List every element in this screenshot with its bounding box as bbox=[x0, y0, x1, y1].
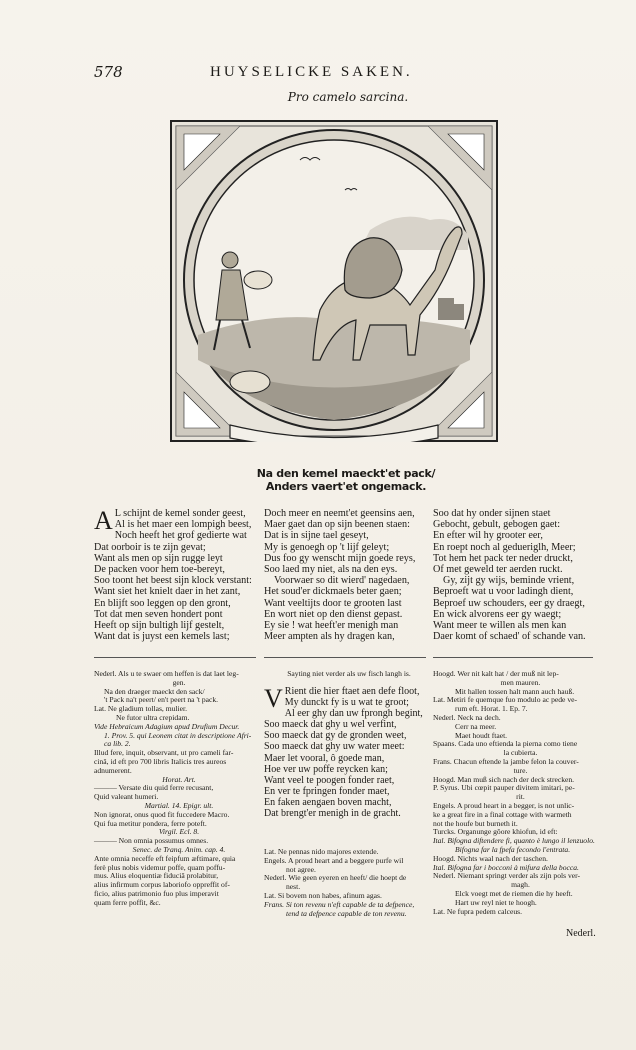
column-rule bbox=[94, 657, 256, 658]
note-line: quam ferre poffit, &c. bbox=[94, 897, 161, 907]
verse-line: Dat is in sijne tael geseyt, bbox=[264, 530, 369, 542]
drop-capital: V bbox=[264, 684, 283, 713]
note-line: rum eft. Horat. 1. Ep. 7. bbox=[455, 704, 528, 714]
note-line: ficio, alius patrimonio fuo plus imperavit bbox=[94, 888, 219, 898]
note-line: Bifogna far la fpefa fecondo l'entrata. bbox=[455, 844, 571, 854]
emblem-engraving bbox=[170, 120, 498, 442]
notes-column-2-heading bbox=[264, 670, 434, 679]
verse-line: Beproef uw schouders, eer gy draegt, bbox=[433, 597, 585, 609]
verse-line: En wort niet op den dienst gepast. bbox=[264, 608, 403, 620]
note-line: Ante omnia neceffe eft feipfum æftimare, quia bbox=[94, 853, 236, 863]
verse-line: Gebocht, gebult, gebogen gaet: bbox=[433, 519, 561, 531]
drop-capital: A bbox=[94, 506, 113, 535]
verse-line: Want dat is juyst een kemels last; bbox=[94, 631, 230, 643]
note-line: ——— Non omnia possumus omnes. bbox=[94, 836, 209, 846]
note-line: adnumerent. bbox=[94, 765, 132, 775]
note-line: Illud fere, inquit, observant, ut pro cameli far- bbox=[94, 748, 234, 758]
verse-line: De packen voor hem toe-bereyt, bbox=[94, 564, 225, 576]
note-line: rit. bbox=[516, 792, 525, 802]
verse-line: Hoe ver uw poffe reycken kan; bbox=[264, 763, 388, 775]
verse-line: Dat brengt'er menigh in de gracht. bbox=[264, 808, 401, 820]
note-line: not the houfe but burneth it. bbox=[433, 818, 518, 828]
note-line: Frans. Chacun eftende la jambe felon la couver- bbox=[433, 756, 579, 766]
verse-line: Doch meer en neemt'et geensins aen, bbox=[264, 508, 415, 519]
note-line: magh. bbox=[511, 880, 530, 890]
verse-line: Dus foo gy wenscht mijn goede reys, bbox=[264, 552, 416, 564]
note-line: P. Syrus. Ubi cœpit pauper divitem imitari, pe- bbox=[433, 783, 575, 793]
verse-line: Want veel te poogen fonder raet, bbox=[264, 774, 395, 786]
note-line: not agree. bbox=[286, 864, 316, 874]
column-rule bbox=[264, 657, 426, 658]
note-line: Sayting niet verder als uw fisch langh is. bbox=[287, 669, 411, 678]
note-line: Hart uw reyl niet te hoogh. bbox=[455, 897, 537, 907]
verse-line: En blijft soo leggen op den gront, bbox=[94, 597, 231, 609]
verse-line: Meer ampten als hy dragen kan, bbox=[264, 631, 395, 643]
verse-line: Want veeltijts door te grooten last bbox=[264, 597, 402, 609]
verse-line: Soo maeck dat ghy uw water meet: bbox=[264, 741, 405, 753]
note-line: Non ignorat, onus quod fit fuccedere Macro. bbox=[94, 809, 230, 819]
column-rule bbox=[433, 657, 593, 658]
verse-line: En roept noch al gedueriglh, Meer; bbox=[433, 541, 576, 553]
note-line: Ital. Bifogna far i bocconi à mifura della bocca. bbox=[433, 862, 579, 872]
verse-line: L schijnt de kemel sonder geest, bbox=[114, 508, 246, 519]
note-line: Senec. de Tranq. Anim. cap. 4. bbox=[132, 844, 226, 854]
note-line: Na den draeger maeckt den sack/ bbox=[104, 686, 205, 696]
note-line: Nederl. Niemant springt verder als zijn pols ver- bbox=[433, 871, 581, 881]
verse-line: Ey sie ! wat heeft'er menigh man bbox=[264, 620, 399, 632]
verse-line: Noch heeft het grof gedierte wat bbox=[114, 530, 247, 542]
caption-line: Anders vaert'et ongemack. bbox=[265, 480, 427, 493]
second-verse bbox=[264, 684, 423, 820]
note-line: Elck voegt met de riemen die hy heeft. bbox=[455, 888, 573, 898]
note-line: Martial. 14. Epigr. ult. bbox=[144, 800, 214, 810]
verse-line: Want meer te willen als men kan bbox=[433, 620, 567, 632]
note-line: Hoogd. Man muß sich nach der deck strecken. bbox=[433, 774, 575, 784]
note-line: Ne futor ultra crepidam. bbox=[116, 712, 190, 722]
note-line: Engels. A proud heart and a beggere purfe wil bbox=[264, 855, 404, 865]
verse-line: Rient die hier ftaet aen defe floot, bbox=[284, 686, 420, 697]
note-line: Vide Hebraicum Adagium apud Drufium Decur. bbox=[94, 721, 240, 731]
emblem-caption bbox=[196, 467, 496, 493]
verse-line: Maer gaet dan op sijn beenen staen: bbox=[264, 519, 410, 531]
verse-line: My is genoegh op 't lijf geleyt; bbox=[264, 541, 390, 553]
note-line: Mit hallen tossen halt mann auch hauß. bbox=[455, 686, 575, 696]
note-line: Hoogd. Nichts waal nach der taschen. bbox=[433, 853, 548, 863]
verse-line: Het soud'er dickmaels beter gaen; bbox=[264, 586, 402, 598]
verse-line: Maer let vooral, ô goede man, bbox=[264, 752, 385, 764]
verse-line: Voorwaer so dit wierd' nagedaen, bbox=[274, 575, 410, 587]
note-line: 't Pack na't peert/ en't peert na 't pack. bbox=[104, 695, 219, 705]
note-line: Engels. A proud heart in a begger, is not unlic- bbox=[433, 800, 575, 810]
verse-column-2 bbox=[264, 508, 415, 642]
verse-line: Soo toont het beest sijn klock verstant: bbox=[94, 575, 252, 587]
note-line: Lat. Ne pennas nido majores extende. bbox=[264, 847, 379, 856]
verse-column-3 bbox=[433, 508, 586, 642]
note-line: la cubierta. bbox=[503, 748, 538, 758]
verse-line: Tot dat men seven hondert pont bbox=[94, 608, 223, 620]
note-line: mus. Alius eloquentiæ fiduciâ prolabitur, bbox=[94, 871, 219, 881]
note-line: Ital. Bifogna diftendere fi, quanto è lungo il lenzuolo. bbox=[433, 836, 595, 846]
notes-column-1 bbox=[94, 670, 264, 908]
verse-line: Soo maeck dat gy de gronden weet, bbox=[264, 730, 407, 742]
note-line: ——— Versate diu quid ferre recusant, bbox=[94, 783, 214, 793]
verse-line: Al is het maer een lompigh beest, bbox=[114, 519, 252, 531]
verse-line: Dat oorboir is te zijn gevat; bbox=[94, 541, 206, 553]
verse-line: En efter wil hy grooter eer, bbox=[433, 530, 543, 542]
note-line: gen. bbox=[172, 677, 186, 687]
verse-line: Want als men op sijn rugge leyt bbox=[94, 552, 223, 564]
note-line: Frans. Si ton revenu n'eft capable de ta defpence, bbox=[264, 899, 415, 909]
catchword: Nederl. bbox=[566, 928, 596, 939]
verse-line: Al eer ghy dan uw fprongh begint, bbox=[284, 708, 423, 720]
verse-line: Soo maeck dat ghy u wel verfint, bbox=[264, 719, 397, 731]
verse-line: Beproeft wat u voor ladingh dient, bbox=[433, 586, 574, 598]
note-line: nest. bbox=[286, 882, 301, 892]
note-line: Nederl. Neck na dech. bbox=[433, 712, 501, 722]
note-line: Virgil. Ecl. 8. bbox=[158, 827, 200, 837]
verse-line: Heeft op sijn bultigh lijf gestelt, bbox=[94, 620, 225, 632]
verse-line: Gy, zijt gy wijs, beminde vrient, bbox=[443, 575, 575, 587]
verse-column-1 bbox=[94, 508, 252, 642]
verse-line: Soo laed my niet, als na den eys. bbox=[264, 564, 398, 576]
note-line: Qui fua metitur pondera, ferre poteft. bbox=[94, 818, 207, 828]
note-line: cinâ, id eft pro 700 libris Italicis tres aureos bbox=[94, 756, 227, 766]
note-line: Hoogd. Wer nit kalt hat / der muß nit lep- bbox=[433, 669, 559, 678]
note-line: Lat. Ne fupra pedem calceus. bbox=[433, 906, 522, 916]
notes-column-2 bbox=[264, 848, 434, 918]
note-line: Spaans. Cada uno eftienda la pierna como tiene bbox=[433, 739, 578, 749]
note-line: Lat. Ne gladium tollas, mulier. bbox=[94, 704, 188, 714]
page-number: 578 bbox=[94, 63, 123, 81]
note-line: Cerr na meer. bbox=[455, 721, 497, 731]
note-line: Quid valeant humeri. bbox=[94, 792, 159, 802]
note-line: Nederl. Als u te swaer om heffen is dat laet leg- bbox=[94, 669, 239, 678]
verse-line: En wick alvorens eer gy waegt; bbox=[433, 608, 562, 620]
note-line: tend ta defpence capable de ton revenu. bbox=[286, 908, 407, 918]
running-head: HUYSELICKE SAKEN. bbox=[210, 64, 413, 80]
note-line: ferè plus nobis videmur poffe, quam poffu- bbox=[94, 862, 226, 872]
note-line: 1. Prov. 5. qui Leonem citat in descriptione Afri- bbox=[104, 730, 252, 740]
verse-line: My dunckt fy is u wat te groot; bbox=[284, 697, 409, 709]
verse-line: Soo dat hy onder sijnen staet bbox=[433, 508, 551, 519]
verse-line: En ver te fpringen fonder maet, bbox=[264, 785, 390, 797]
verse-line: Of met geweld ter aerden ruckt. bbox=[433, 564, 563, 576]
note-line: ca lib. 2. bbox=[104, 739, 131, 749]
note-line: alius infirmum corpus laboriofo oppreffit of- bbox=[94, 880, 230, 890]
note-line: Lat. Metiri fe quemque fuo modulo ac pede ve- bbox=[433, 695, 578, 705]
emblem-motto: Pro camelo sarcina. bbox=[287, 90, 409, 104]
note-line: ke a great fire in a final cottage with warmeth bbox=[433, 809, 572, 819]
note-line: Maet houdt ftaet. bbox=[455, 730, 508, 740]
note-line: men mauren. bbox=[500, 677, 541, 687]
note-line: Horat. Art. bbox=[162, 774, 196, 784]
verse-line: En faken aengaen boven macht, bbox=[264, 796, 392, 808]
verse-line: Daer komt of schaed' of schande van. bbox=[433, 631, 586, 643]
note-line: Nederl. Wie geen eyeren en heeft/ die hoept de bbox=[264, 873, 407, 883]
verse-line: Tot hem het pack ter neder druckt, bbox=[433, 552, 573, 564]
note-line: Turcks. Organunge gôore khiofun, id eft: bbox=[433, 827, 558, 837]
verse-line: Want siet het knielt daer in het zant, bbox=[94, 586, 241, 598]
caption-line: Na den kemel maeckt'et pack/ bbox=[256, 467, 436, 480]
notes-column-3 bbox=[433, 670, 608, 916]
note-line: ture. bbox=[513, 765, 528, 775]
note-line: Lat. Si bovem non habes, afinum agas. bbox=[264, 890, 382, 900]
